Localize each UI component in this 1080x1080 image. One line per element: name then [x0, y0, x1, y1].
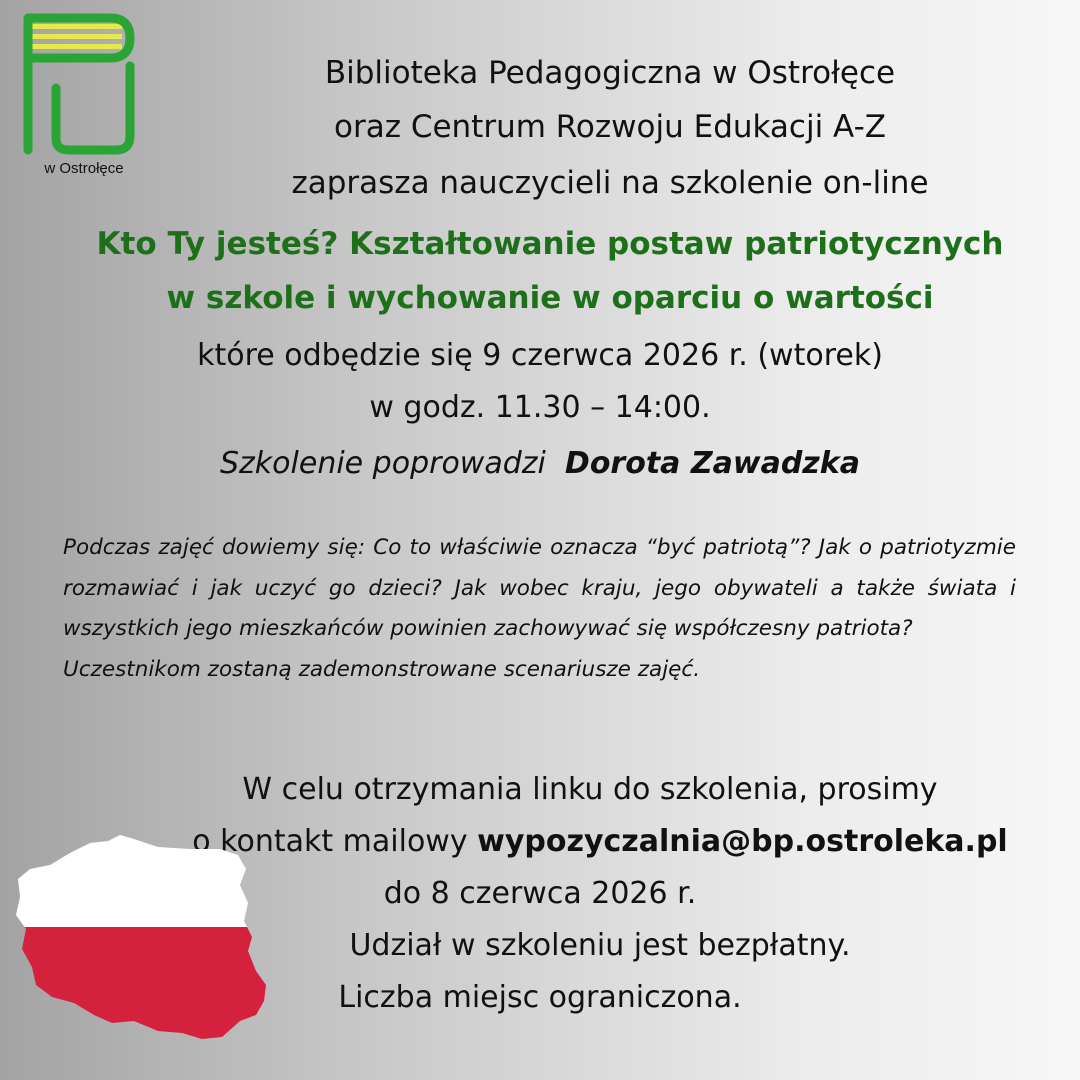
header-line-3: zaprasza nauczycieli na szkolenie on-line [291, 165, 929, 201]
description-block [63, 528, 1016, 690]
event-date: które odbędzie się 9 czerwca 2026 r. (wtorek) [197, 338, 883, 373]
lead-name: Dorota Zawadzka [564, 446, 860, 481]
contact-prefix: o kontakt mailowy [192, 824, 468, 859]
training-title-line-1: Kto Ty jesteś? Kształtowanie postaw patriotycznych [96, 226, 1004, 262]
contact-email-link[interactable]: wypozyczalnia@bp.ostroleka.pl [477, 824, 1008, 859]
map-white-half [8, 825, 278, 927]
header-line-2: oraz Centrum Rozwoju Edukacji A-Z [333, 109, 886, 145]
contact-line-1: W celu otrzymania linku do szkolenia, prosimy [242, 772, 938, 807]
poland-flag-map [8, 825, 278, 1050]
event-time: w godz. 11.30 – 14:00. [369, 390, 711, 425]
description-paragraph: Podczas zajęć dowiemy się: Co to właściwie oznacza “być patriotą”? Jak o patriotyzmie rozmawiać i jak uczyć go dzieci? Jak wobec kraju, jego obywateli a także świata i wszystkich jego mieszkańców powinien zachowywać się współczesny patriota? [63, 535, 1016, 641]
header-line-1: Biblioteka Pedagogiczna w Ostrołęce [324, 55, 896, 91]
event-lead [60, 438, 1020, 490]
contact-deadline: do 8 czerwca 2026 r. [383, 876, 697, 911]
limited-seats-note: Liczba miejsc ograniczona. [338, 980, 742, 1015]
training-title-line-2: w szkole i wychowanie w oparciu o wartości [166, 280, 934, 316]
map-red-half [8, 927, 278, 1050]
logo-caption: w Ostrołęce [44, 160, 124, 177]
lead-prefix: Szkolenie poprowadzi [220, 446, 546, 481]
description-note: Uczestnikom zostaną zademonstrowane scenariusze zajęć. [63, 656, 701, 682]
free-participation-note: Udział w szkoleniu jest bezpłatny. [349, 928, 851, 963]
